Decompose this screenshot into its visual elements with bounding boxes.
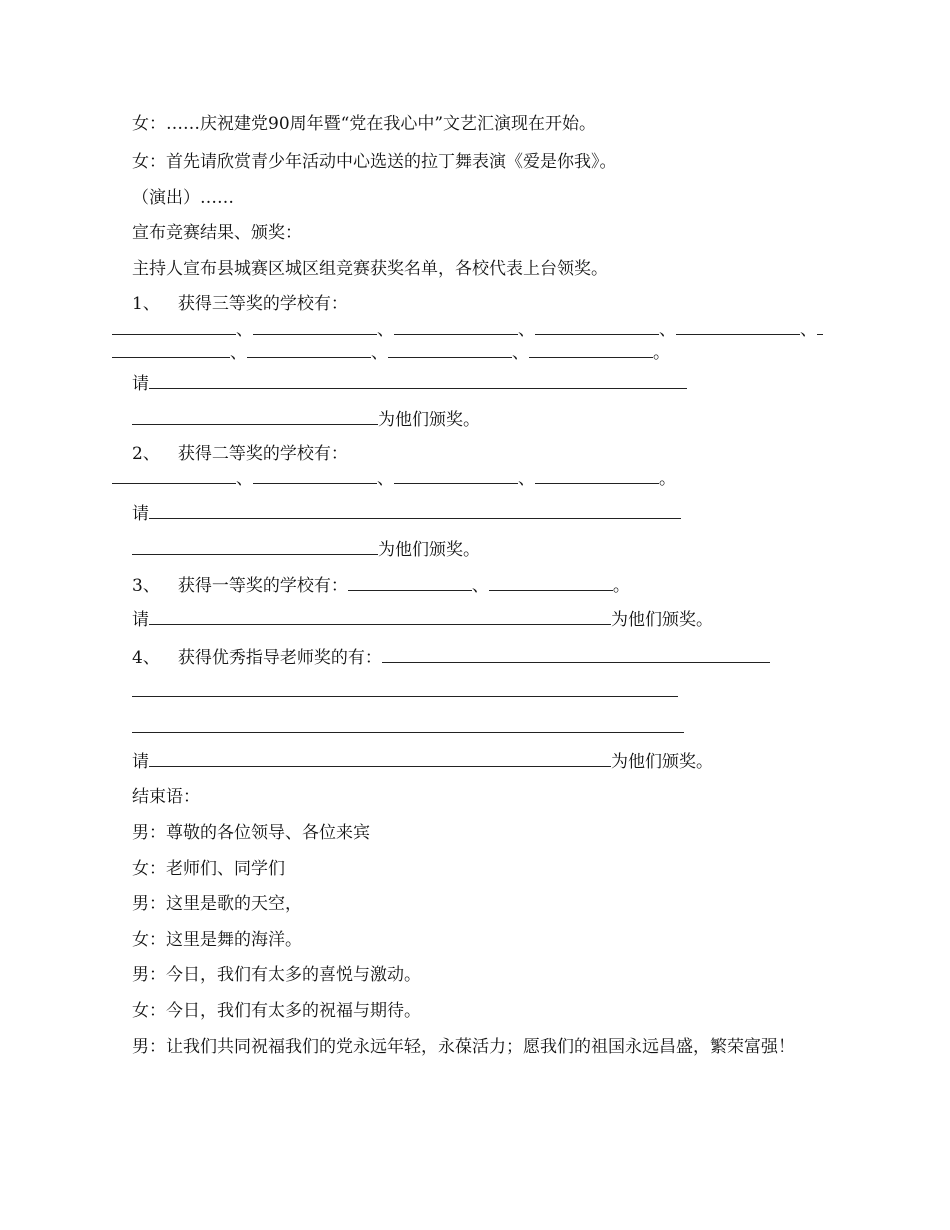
second-prize-blanks-row: 、 、 、 。 [112, 467, 676, 489]
teacher-blank[interactable] [132, 716, 684, 733]
performance-line: （演出）…… [132, 188, 234, 208]
second-prize-heading [132, 444, 348, 464]
section-title: 获得优秀指导老师奖的有： [177, 648, 382, 668]
third-prize-presenter-line: 请 [132, 372, 687, 394]
first-prize-presenter-line: 请 为他们颁奖。 [132, 610, 713, 630]
teacher-blank[interactable] [132, 680, 678, 697]
third-prize-heading [132, 294, 348, 314]
teacher-blank[interactable] [382, 646, 770, 663]
presenter-blank[interactable] [149, 502, 681, 519]
school-blank[interactable] [388, 341, 512, 358]
section-number: 4、 [132, 648, 160, 668]
school-blank[interactable] [676, 318, 800, 335]
instructor-blank-row-2 [132, 716, 684, 738]
section-title: 获得二等奖的学校有： [177, 444, 348, 464]
presenter-blank[interactable] [149, 372, 687, 389]
presenter-blank[interactable] [132, 538, 378, 555]
closing-line-4: 女：这里是舞的海洋。 [132, 930, 302, 950]
closing-line-5: 男：今日，我们有太多的喜悦与激动。 [132, 965, 421, 985]
school-blank[interactable] [112, 341, 230, 358]
presenter-blank[interactable] [149, 750, 611, 767]
instructor-award-heading [132, 646, 770, 668]
third-prize-award-line: 为他们颁奖。 [132, 408, 480, 430]
closing-line-3: 男：这里是歌的天空， [132, 894, 302, 914]
instructor-presenter-line: 请 为他们颁奖。 [132, 752, 713, 772]
presenter-blank[interactable] [149, 608, 611, 625]
first-prize-heading: 3、 获得一等奖的学校有： 、 。 [132, 576, 630, 596]
closing-line-6: 女：今日，我们有太多的祝福与期待。 [132, 1001, 421, 1021]
presenter-blank[interactable] [132, 408, 378, 425]
school-blank[interactable] [535, 467, 659, 484]
school-blank[interactable] [253, 318, 377, 335]
third-prize-blanks-row-2: 、 、 、 。 [112, 341, 670, 363]
closing-line-2: 女：老师们、同学们 [132, 859, 285, 879]
school-blank[interactable] [489, 574, 613, 591]
section-title: 获得一等奖的学校有： [177, 576, 348, 596]
section-number: 3、 [132, 576, 160, 596]
section-title: 获得三等奖的学校有： [177, 294, 348, 314]
school-blank[interactable] [253, 467, 377, 484]
closing-line-1: 男：尊敬的各位领导、各位来宾 [132, 823, 370, 843]
announce-line: 主持人宣布县城赛区城区组竞赛获奖名单，各校代表上台领奖。 [132, 259, 608, 279]
school-blank[interactable] [394, 467, 518, 484]
closing-heading: 结束语： [132, 787, 200, 807]
school-blank[interactable] [112, 318, 236, 335]
second-prize-presenter-line: 请 [132, 502, 681, 524]
results-heading: 宣布竞赛结果、颁奖： [132, 223, 302, 243]
third-prize-blanks-row-1: 、 、 、 、 、 [112, 318, 823, 340]
school-blank[interactable] [247, 341, 371, 358]
opening-line: 女：……庆祝建党90周年暨“党在我心中”文艺汇演现在开始。 [132, 114, 597, 134]
second-prize-award-line: 为他们颁奖。 [132, 538, 480, 560]
school-blank[interactable] [112, 467, 236, 484]
school-blank[interactable] [817, 318, 823, 335]
school-blank[interactable] [529, 341, 653, 358]
instructor-blank-row-1 [132, 680, 678, 702]
school-blank[interactable] [535, 318, 659, 335]
section-number: 1、 [132, 294, 160, 314]
dance-intro-line: 女：首先请欣赏青少年活动中心选送的拉丁舞表演《爱是你我》。 [132, 152, 617, 172]
section-number: 2、 [132, 444, 160, 464]
school-blank[interactable] [394, 318, 518, 335]
closing-line-7: 男：让我们共同祝福我们的党永远年轻，永葆活力；愿我们的祖国永远昌盛，繁荣富强！ [132, 1037, 795, 1057]
school-blank[interactable] [348, 574, 472, 591]
